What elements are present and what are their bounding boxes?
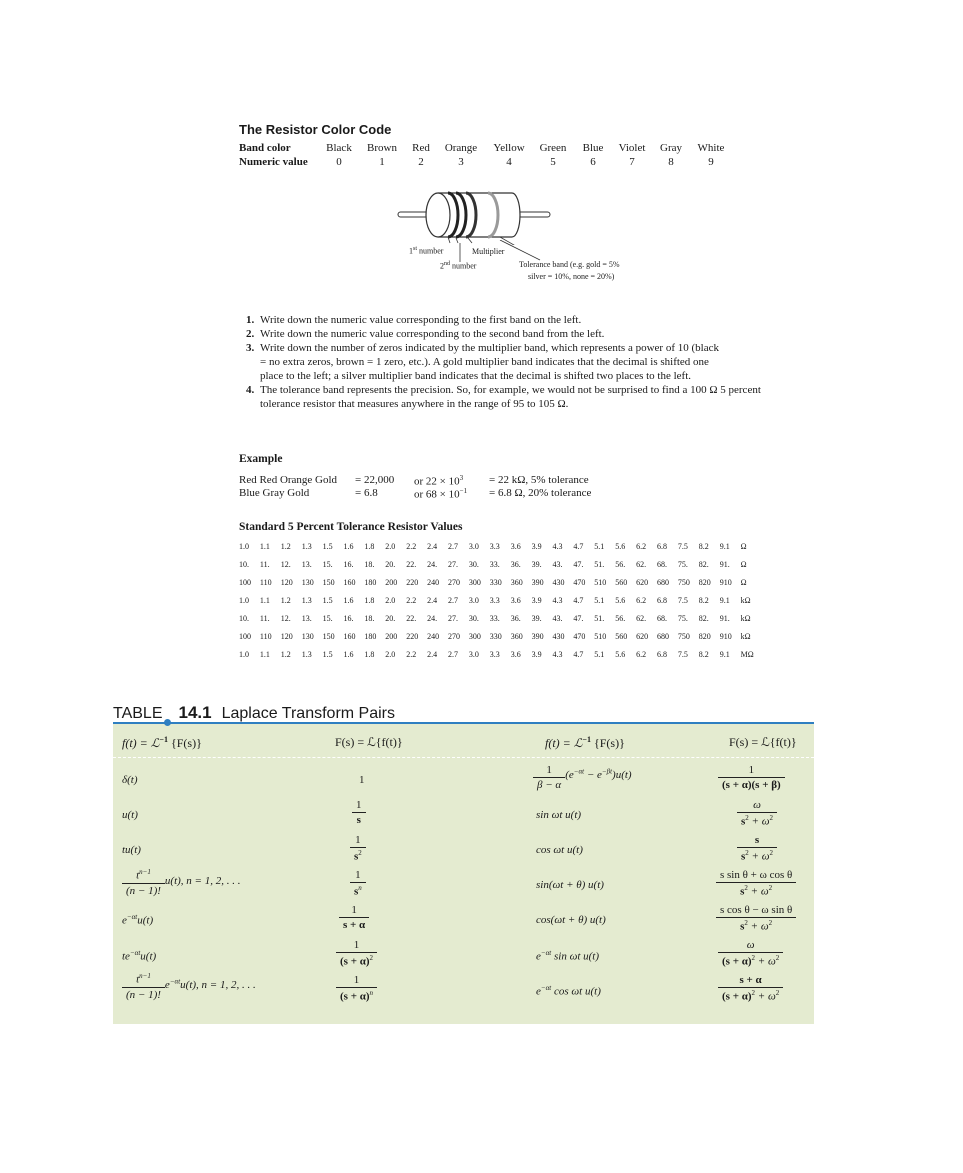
- header-f-right: f(t) = ℒ$^{-1}$ {F(s)}: [545, 735, 625, 750]
- right-f-row-6: $e^{-\alpha t}$ sin ωt u(t): [536, 949, 600, 963]
- resistor-value-cell: 4.7: [573, 650, 584, 659]
- resistor-value-cell: 6.8: [657, 596, 667, 605]
- resistor-value-cell: 3.6: [510, 542, 521, 551]
- resistor-value-cell: 6.2: [636, 596, 647, 605]
- left-f-row-2: u(t): [122, 809, 138, 821]
- resistor-value-cell: 33.: [489, 614, 500, 623]
- numeric-value-cell: 2: [418, 156, 424, 168]
- resistor-unit-cell: kΩ: [740, 614, 751, 623]
- header-f-left: f(t) = ℒ$^{-1}$ {F(s)}: [122, 735, 202, 750]
- resistor-value-cell: 150: [322, 578, 335, 587]
- resistor-value-cell: 22.: [406, 560, 417, 569]
- resistor-value-cell: 2.2: [406, 650, 417, 659]
- left-f-row-5: $e^{-\alpha t}u(t)$: [122, 913, 154, 927]
- resistor-value-cell: 20.: [385, 614, 396, 623]
- resistor-value-cell: 3.0: [468, 542, 479, 551]
- resistor-value-cell: 18.: [364, 614, 375, 623]
- resistor-value-cell: 47.: [573, 560, 584, 569]
- resistor-value-cell: 1.0: [239, 650, 249, 659]
- label-multiplier: Multiplier: [472, 247, 505, 256]
- resistor-value-cell: 6.2: [636, 542, 647, 551]
- resistor-value-cell: 1.5: [322, 542, 333, 551]
- resistor-end-cap: [426, 193, 450, 237]
- resistor-value-cell: 2.4: [427, 596, 438, 605]
- resistor-value-cell: 36.: [510, 614, 521, 623]
- resistor-value-cell: 470: [573, 632, 586, 641]
- left-f-row-4: $\frac{t^{n-1}}{(n - 1)!}$ u(t), n = 1, 2, . . .: [122, 868, 240, 897]
- resistor-value-cell: 240: [427, 578, 440, 587]
- left-f-row-7: $\frac{t^{n-1}}{(n - 1)!}$ $e^{-\alpha t}u(t)$, n = 1, 2, . . .: [122, 972, 256, 1001]
- resistor-value-cell: 620: [636, 578, 649, 587]
- left-F-row-5: $\frac{1}{s + \alpha}$: [339, 904, 369, 931]
- numeric-value-cell: 9: [708, 156, 714, 168]
- example-bands: Red Red Orange Gold: [239, 474, 338, 486]
- table-word: TABLE: [113, 705, 163, 722]
- resistor-value-cell: 180: [364, 632, 377, 641]
- resistor-value-cell: 160: [343, 632, 356, 641]
- resistor-value-cell: 2.2: [406, 542, 417, 551]
- numeric-value-cell: 3: [458, 156, 464, 168]
- resistor-value-cell: 750: [677, 632, 690, 641]
- resistor-value-cell: 2.0: [385, 542, 396, 551]
- resistor-value-cell: 2.4: [427, 650, 438, 659]
- left-F-row-1: 1: [359, 774, 365, 786]
- header-F-left: F(s) = ℒ{f(t)}: [335, 735, 403, 749]
- resistor-value-cell: 20.: [385, 560, 396, 569]
- resistor-value-cell: 510: [594, 632, 607, 641]
- laplace-table-title: [113, 703, 395, 723]
- list-item: 4. The tolerance band represents the precision. So, for example, we would not be surprised to find a 100 Ω 5 percent tolerance resistor that measures anywhere in the range of 95 to 105 Ω.: [246, 384, 761, 410]
- right-f-row-3: cos ωt u(t): [536, 844, 583, 856]
- resistor-value-cell: 510: [594, 578, 607, 587]
- band-color-cell: Green: [539, 142, 567, 154]
- resistor-value-cell: 620: [636, 632, 649, 641]
- resistor-lead-left: [398, 212, 430, 217]
- resistor-value-cell: 220: [406, 578, 419, 587]
- resistor-value-cell: 820: [698, 578, 711, 587]
- resistor-value-cell: 2.2: [406, 596, 417, 605]
- left-f-row-6: $te^{-\alpha t}u(t)$: [122, 949, 157, 963]
- resistor-value-cell: 110: [259, 578, 272, 587]
- resistor-value-cell: 2.0: [385, 650, 396, 659]
- resistor-value-cell: 4.3: [552, 596, 563, 605]
- example-scientific: or $68 \times 10^{-1}$: [414, 487, 468, 501]
- color-code-title: The Resistor Color Code: [239, 122, 392, 137]
- resistor-value-cell: 10.: [239, 614, 249, 623]
- resistor-value-cell: 11.: [259, 560, 270, 569]
- resistor-value-cell: 1.0: [239, 542, 249, 551]
- example-scientific: or $22 \times 10^3$: [414, 474, 464, 488]
- resistor-value-cell: 1.2: [280, 542, 291, 551]
- band-color-cell: Red: [412, 142, 430, 154]
- resistor-value-cell: 10.: [239, 560, 249, 569]
- resistor-value-cell: 910: [719, 578, 732, 587]
- resistor-value-cell: 27.: [448, 614, 458, 623]
- resistor-value-cell: 4.3: [552, 650, 563, 659]
- numeric-value-cell: 1: [379, 156, 385, 168]
- example-heading: Example: [239, 453, 283, 465]
- resistor-value-cell: 2.7: [448, 596, 458, 605]
- numeric-value-label: Numeric value: [239, 156, 308, 168]
- resistor-value-cell: 91.: [719, 560, 730, 569]
- right-f-row-4: sin(ωt + θ) u(t): [536, 879, 604, 891]
- list-item: 3. Write down the number of zeros indicated by the multiplier band, which represents a power of 10 (black = no extra zeros, brown = 1 zero, etc.). A gold multiplier band indicates that the decimal is shifted one place to the left; a silver multiplier band indicates that the decimal is shifted two places to the left.: [246, 342, 719, 382]
- resistor-value-cell: 33.: [489, 560, 500, 569]
- numeric-value-cell: 7: [629, 156, 635, 168]
- resistor-value-cell: 270: [448, 632, 460, 641]
- resistor-value-cell: 100: [239, 578, 251, 587]
- resistor-value-cell: 18.: [364, 560, 375, 569]
- resistor-value-cell: 6.2: [636, 650, 647, 659]
- resistor-value-cell: 5.1: [594, 596, 605, 605]
- resistor-value-cell: 180: [364, 578, 377, 587]
- resistor-value-cell: 1.6: [343, 596, 354, 605]
- resistor-value-cell: 200: [385, 578, 398, 587]
- resistor-value-cell: 240: [427, 632, 440, 641]
- left-F-row-6: $\frac{1}{(s + \alpha)^2}$: [336, 939, 377, 968]
- numeric-value-cell: 0: [336, 156, 342, 168]
- resistor-value-cell: 5.1: [594, 650, 605, 659]
- resistor-value-cell: 470: [573, 578, 586, 587]
- resistor-value-cell: 100: [239, 632, 251, 641]
- resistor-value-cell: 150: [322, 632, 335, 641]
- right-f-row-5: cos(ωt + θ) u(t): [536, 914, 606, 926]
- band-color-cell: Violet: [618, 142, 646, 154]
- right-F-row-5: $\frac{\text{s cos θ − ω sin θ}}{s^2 + \omega^2}$: [716, 904, 796, 933]
- band-color-cell: Black: [326, 142, 352, 154]
- resistor-value-cell: 56.: [615, 614, 626, 623]
- resistor-value-cell: 9.1: [719, 542, 730, 551]
- resistor-value-cell: 24.: [427, 614, 438, 623]
- resistor-value-cell: 7.5: [677, 542, 688, 551]
- table-name: Laplace Transform Pairs: [221, 705, 395, 722]
- resistor-value-cell: 1.6: [343, 650, 354, 659]
- resistor-value-cell: 220: [406, 632, 419, 641]
- resistor-unit-cell: kΩ: [740, 632, 751, 641]
- resistor-value-cell: 360: [510, 578, 523, 587]
- resistor-value-cell: 3.3: [489, 596, 500, 605]
- resistor-value-cell: 3.3: [489, 650, 500, 659]
- left-f-row-3: tu(t): [122, 844, 141, 856]
- resistor-value-cell: 820: [698, 632, 711, 641]
- table-title-dot: [164, 719, 171, 726]
- resistor-value-cell: 62.: [636, 614, 647, 623]
- resistor-unit-cell: kΩ: [740, 596, 751, 605]
- example-value: = 22,000: [355, 474, 395, 486]
- resistor-value-cell: 1.3: [301, 596, 312, 605]
- resistor-value-cell: 120: [280, 578, 293, 587]
- resistor-value-cell: 4.3: [552, 542, 563, 551]
- resistor-value-cell: 75.: [677, 560, 688, 569]
- resistor-value-cell: 1.1: [259, 542, 270, 551]
- resistor-value-cell: 3.0: [468, 650, 479, 659]
- resistor-value-cell: 1.8: [364, 650, 375, 659]
- resistor-value-cell: 910: [719, 632, 732, 641]
- resistor-value-cell: 27.: [448, 560, 458, 569]
- resistor-value-cell: 75.: [677, 614, 688, 623]
- resistor-value-cell: 13.: [301, 560, 312, 569]
- resistor-value-cell: 16.: [343, 560, 354, 569]
- resistor-value-cell: 1.3: [301, 650, 312, 659]
- resistor-value-cell: 430: [552, 578, 565, 587]
- right-F-row-3: $\frac{s}{s^2 + \omega^2}$: [737, 834, 777, 863]
- resistor-value-cell: 1.2: [280, 596, 291, 605]
- resistor-value-cell: 390: [531, 632, 544, 641]
- resistor-value-cell: 1.1: [259, 650, 270, 659]
- resistor-value-cell: 390: [531, 578, 544, 587]
- resistor-value-cell: 1.2: [280, 650, 291, 659]
- resistor-value-cell: 270: [448, 578, 460, 587]
- resistor-value-cell: 7.5: [677, 650, 688, 659]
- resistor-value-cell: 30.: [468, 614, 479, 623]
- resistor-value-cell: 1.3: [301, 542, 312, 551]
- resistor-value-cell: 82.: [698, 614, 709, 623]
- resistor-value-cell: 30.: [468, 560, 479, 569]
- label-tolerance-band-1: Tolerance band (e.g. gold = 5%: [519, 260, 620, 269]
- example-value: = 6.8: [355, 487, 378, 499]
- resistor-value-cell: 3.0: [468, 596, 479, 605]
- resistor-value-cell: 9.1: [719, 650, 730, 659]
- label-tolerance-band-2: silver = 10%, none = 20%): [528, 272, 615, 281]
- band-color-cell: Gray: [660, 142, 682, 154]
- resistor-value-cell: 2.7: [448, 542, 458, 551]
- resistor-value-cell: 110: [259, 632, 272, 641]
- resistor-value-cell: 1.0: [239, 596, 249, 605]
- numeric-value-cell: 4: [506, 156, 512, 168]
- resistor-value-cell: 130: [301, 632, 314, 641]
- resistor-value-cell: 680: [657, 632, 669, 641]
- right-f-row-7: $e^{-\alpha t}$ cos ωt u(t): [536, 984, 601, 998]
- resistor-value-cell: 3.9: [531, 542, 542, 551]
- right-F-row-1: $\frac{1}{(s + \alpha)(s + \beta)}$: [718, 764, 785, 791]
- right-F-row-4: $\frac{\text{s sin θ + ω cos θ}}{s^2 + \omega^2}$: [716, 869, 796, 898]
- resistor-value-cell: 8.2: [698, 596, 709, 605]
- header-divider: [113, 757, 814, 758]
- label-second-number: 2nd number: [440, 261, 477, 271]
- resistor-value-cell: 200: [385, 632, 398, 641]
- instruction-steps: [246, 313, 761, 411]
- resistor-value-cell: 12.: [280, 614, 291, 623]
- resistor-value-cell: 360: [510, 632, 523, 641]
- resistor-value-cell: 3.6: [510, 650, 521, 659]
- standard-values-heading: Standard 5 Percent Tolerance Resistor Values: [239, 521, 463, 533]
- resistor-value-cell: 5.1: [594, 542, 605, 551]
- resistor-value-cell: 1.8: [364, 542, 375, 551]
- resistor-value-cell: 300: [468, 578, 481, 587]
- resistor-value-cell: 91.: [719, 614, 730, 623]
- right-F-row-7: $\frac{s + \alpha}{(s + \alpha)^2 + \omega^2}$: [718, 974, 783, 1003]
- resistor-value-cell: 43.: [552, 614, 563, 623]
- resistor-value-cell: 330: [489, 632, 502, 641]
- resistor-unit-cell: Ω: [740, 542, 747, 551]
- resistor-value-cell: 560: [615, 578, 628, 587]
- resistor-value-cell: 1.6: [343, 542, 354, 551]
- resistor-value-cell: 560: [615, 632, 628, 641]
- resistor-value-cell: 8.2: [698, 542, 709, 551]
- resistor-value-cell: 56.: [615, 560, 626, 569]
- resistor-value-cell: 2.4: [427, 542, 438, 551]
- resistor-value-cell: 300: [468, 632, 481, 641]
- resistor-value-cell: 15.: [322, 614, 333, 623]
- numeric-value-cell: 5: [550, 156, 556, 168]
- band-color-cell: White: [697, 142, 725, 154]
- resistor-value-cell: 2.0: [385, 596, 396, 605]
- resistor-value-cell: 4.7: [573, 542, 584, 551]
- left-F-row-3: $\frac{1}{s^2}$: [350, 834, 366, 863]
- left-F-row-2: $\frac{1}{s}$: [352, 799, 366, 826]
- band-color-cell: Yellow: [493, 142, 525, 154]
- resistor-unit-cell: Ω: [740, 560, 747, 569]
- left-F-row-4: $\frac{1}{s^n}$: [350, 869, 366, 898]
- resistor-value-cell: 11.: [259, 614, 270, 623]
- table-title-rule: [113, 722, 814, 724]
- left-f-row-1: δ(t): [122, 774, 138, 786]
- resistor-value-cell: 82.: [698, 560, 709, 569]
- resistor-value-cell: 430: [552, 632, 565, 641]
- resistor-value-cell: 120: [280, 632, 293, 641]
- resistor-value-cell: 24.: [427, 560, 438, 569]
- resistor-value-cell: 6.8: [657, 650, 667, 659]
- example-result: = 6.8 Ω, 20% tolerance: [489, 487, 592, 499]
- band-color-cell: Brown: [367, 142, 397, 154]
- right-f-row-2: sin ωt u(t): [536, 809, 582, 821]
- resistor-value-cell: 6.8: [657, 542, 667, 551]
- resistor-value-cell: 16.: [343, 614, 354, 623]
- resistor-value-cell: 12.: [280, 560, 291, 569]
- resistor-unit-cell: MΩ: [740, 650, 754, 659]
- resistor-value-cell: 3.9: [531, 596, 542, 605]
- resistor-value-cell: 160: [343, 578, 356, 587]
- left-F-row-7: $\frac{1}{(s + \alpha)^n}$: [336, 974, 377, 1003]
- resistor-diagram: [390, 185, 570, 245]
- resistor-value-cell: 39.: [531, 560, 542, 569]
- example-result: = 22 kΩ, 5% tolerance: [489, 474, 589, 486]
- band-color-cell: Orange: [444, 142, 478, 154]
- resistor-value-cell: 5.6: [615, 596, 626, 605]
- resistor-value-cell: 47.: [573, 614, 584, 623]
- resistor-value-cell: 5.6: [615, 542, 626, 551]
- resistor-value-cell: 39.: [531, 614, 542, 623]
- header-F-right: F(s) = ℒ{f(t)}: [729, 735, 797, 749]
- resistor-value-cell: 3.3: [489, 542, 500, 551]
- table-number: 14.1: [178, 703, 212, 722]
- resistor-value-cell: 51.: [594, 614, 605, 623]
- resistor-value-cell: 9.1: [719, 596, 730, 605]
- resistor-value-cell: 8.2: [698, 650, 709, 659]
- resistor-value-cell: 750: [677, 578, 690, 587]
- right-F-row-2: $\frac{\omega}{s^2 + \omega^2}$: [737, 799, 777, 828]
- resistor-value-cell: 1.1: [259, 596, 270, 605]
- resistor-value-cell: 3.6: [510, 596, 521, 605]
- resistor-value-cell: 330: [489, 578, 502, 587]
- numeric-value-cell: 8: [668, 156, 674, 168]
- resistor-value-cell: 1.8: [364, 596, 375, 605]
- resistor-value-cell: 7.5: [677, 596, 688, 605]
- band-color-label: Band color: [239, 142, 291, 154]
- resistor-value-cell: 680: [657, 578, 669, 587]
- resistor-value-cell: 43.: [552, 560, 563, 569]
- resistor-value-cell: 130: [301, 578, 314, 587]
- resistor-value-cell: 68.: [657, 560, 667, 569]
- label-first-number: 1st number: [409, 246, 444, 256]
- resistor-value-cell: 22.: [406, 614, 417, 623]
- resistor-value-cell: 2.7: [448, 650, 458, 659]
- right-F-row-6: $\frac{\omega}{(s + \alpha)^2 + \omega^2}$: [718, 939, 783, 968]
- band-color-cell: Blue: [582, 142, 604, 154]
- resistor-value-cell: 51.: [594, 560, 605, 569]
- resistor-unit-cell: Ω: [740, 578, 747, 587]
- resistor-value-cell: 68.: [657, 614, 667, 623]
- resistor-value-cell: 62.: [636, 560, 647, 569]
- numeric-value-cell: 6: [590, 156, 596, 168]
- resistor-value-cell: 3.9: [531, 650, 542, 659]
- resistor-value-cell: 15.: [322, 560, 333, 569]
- example-bands: Blue Gray Gold: [239, 487, 310, 499]
- list-item: 1. Write down the numeric value corresponding to the first band on the left.: [246, 314, 582, 326]
- right-f-row-1: $\frac{1}{\beta - \alpha}$ $(e^{-\alpha t} - e^{-\beta t})u(t)$: [533, 764, 632, 791]
- resistor-value-cell: 13.: [301, 614, 312, 623]
- list-item: 2. Write down the numeric value corresponding to the second band from the left.: [246, 328, 605, 340]
- resistor-value-cell: 4.7: [573, 596, 584, 605]
- resistor-value-cell: 1.5: [322, 596, 333, 605]
- resistor-value-cell: 5.6: [615, 650, 626, 659]
- resistor-lead-right: [518, 212, 550, 217]
- resistor-value-cell: 36.: [510, 560, 521, 569]
- resistor-value-cell: 1.5: [322, 650, 333, 659]
